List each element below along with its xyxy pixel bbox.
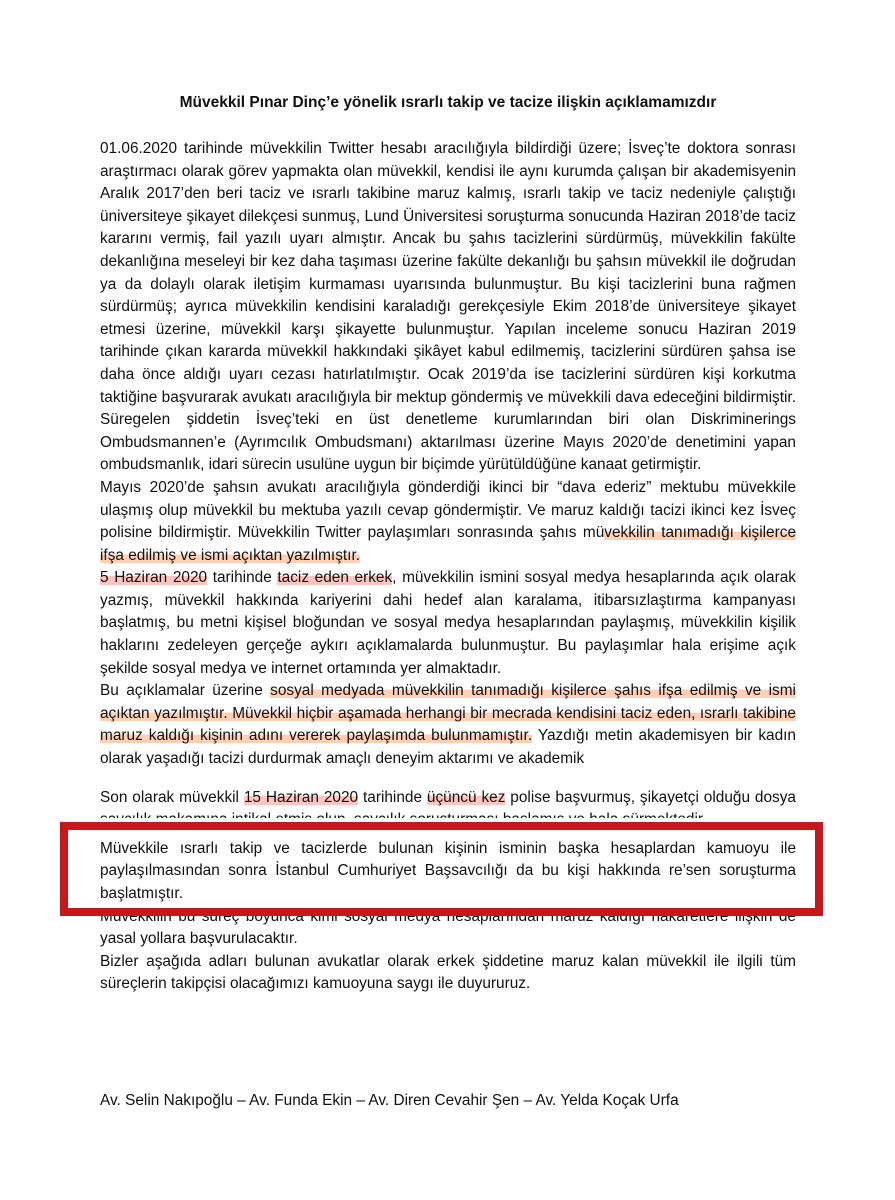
highlight-red-perpetrator: taciz eden erkek bbox=[277, 569, 393, 587]
paragraph-3 bbox=[100, 567, 796, 680]
paragraph-4-text-2: Yazdığı metin akademisyen bir kadın olarak yaşadığı tacizi durdurmak amaçlı deneyim aktarımı ve akademik bbox=[100, 727, 796, 768]
paragraph-1: 01.06.2020 tarihinde müvekkilin Twitter hesabı aracılığıyla bildirdiği üzere; İsveç’te doktora sonrası araştırmacı olarak görev yapmakta olan müvekkil, kendisi ile aynı kurumda çalışan bir akademisyenin Aralık 2017’den beri taciz ve ısrarlı takibine maruz kalmış, ısrarlı takip ve taciz nedeniyle çalıştığı üniversiteye şikayet dilekçesi sunmuş, Lund Üniversitesi soruşturma sonucunda Haziran 2018’de taciz kararını vermiş, fail yazılı uyarı almıştır. Ancak bu şahıs tacizlerini sürdürmüş, müvekkilin fakülte dekanlığına meseleyi bir kez daha taşıması üzerine fakülte dekanlığı bu şahsın müvekkil ile doğrudan ya da dolaylı olarak iletişim kurmaması uyarısında bulunmuştur. Bu kişi tacizlerini buna rağmen sürdürmüş; ayrıca müvekkilin kendisini karaladığı gerekçesiyle Ekim 2018’de üniversiteye şikayet etmesi üzerine, müvekkil karşı şikayette bulunmuştur. Yapılan inceleme sonucu Haziran 2019 tarihinde çıkan kararda müvekkil hakkındaki şikâyet kabul edilmemiş, tacizlerini sürdüren şahsa ise daha önce aldığı uyarı cezası hatırlatılmıştır. Ocak 2019’da ise tacizlerini sürdüren kişi korkutma taktiğine başvurarak avukatı aracılığıyla bir mektup göndermiş ve müvekkili dava edeceğini bildirmiştir. Süregelen şiddetin İsveç’teki en üst denetleme kurumlarından biri olan Diskriminerings Ombudsmannen’e (Ayrımcılık Ombudsmanı) aktarılması üzerine Mayıs 2020’de denetimini yapan ombudsmanlık, idari sürecin usulüne uygun bir biçimde yürütüldüğüne kanaat getirmiştir. bbox=[100, 140, 796, 474]
paragraph-3-text-1: tarihinde bbox=[207, 569, 278, 587]
signature-line: Av. Selin Nakıpoğlu – Av. Funda Ekin – Av. Diren Cevahir Şen – Av. Yelda Koçak Urfa bbox=[100, 1092, 679, 1109]
paragraph-4 bbox=[100, 680, 796, 770]
highlight-orange: vekkilin tanımadığı kişilerce ifşa edilmiş ve ismi açıktan yazılmıştır. bbox=[100, 524, 796, 564]
highlight-orange-exposure: sosyal medyada müvekkilin tanımadığı kişilerce şahıs ifşa edilmiş ve ismi açıktan yazılmıştır. Müvekkil hiçbir aşamada herhangi bir mecrada kendisini taciz eden, ısrarlı takibine maruz kaldığı kişinin adını vererek paylaşımda bulunmamıştır. bbox=[100, 682, 796, 745]
highlight-red-third-time: üçüncü kez bbox=[426, 788, 506, 806]
paragraph-3-text-2: , müvekkilin ismini sosyal medya hesaplarında açık olarak yazmış, müvekkil hakkında kariyerini dahi hedef alan karalama, itibarsızlaştırma kampanyası başlatmış, bu metni kişisel bloğundan ve sosyal medya hesaplarından paylaşmış, müvekkilin kişilik haklarını zedeleyen gerçeğe aykırı açıklamalarda bulunmuştur. Bu paylaşımlar hala erişime açık şekilde sosyal medya ve internet ortamında yer almaktadır. bbox=[100, 569, 796, 677]
cropped-line-mask bbox=[100, 818, 800, 830]
paragraph-6: Müvekkile ısrarlı takip ve tacizlerde bulunan kişinin isminin başka hesaplardan kamuoyu ile paylaşılmasından sonra İstanbul Cumhuriyet Başsavcılığı da bu kişi hakkında re’sen soruşturma başlatmıştır. bbox=[100, 839, 796, 902]
highlight-red-date: 5 Haziran 2020 bbox=[100, 569, 208, 587]
document-title: Müvekkil Pınar Dinç’e yönelik ısrarlı takip ve tacize ilişkin açıklamamızdır bbox=[179, 94, 717, 111]
paragraph-2-text: Mayıs 2020’de şahsın avukatı aracılığıyla gönderdiği ikinci bir “dava ederiz” mektubu müvekkile ulaşmış olup müvekkil bu mektuba yazılı cevap göndermiştir. Ve maruz kaldığı tacizi ikinci kez İsveç polisine bildirmiştir. Müvekkilin Twitter paylaşımları sonrasında şahıs mü bbox=[100, 478, 796, 542]
document-body bbox=[100, 138, 796, 996]
paragraph-5-text-3: polise başvurmuş, şikayetçi olduğu dosya bbox=[510, 788, 796, 806]
paragraph-7: Müvekkilin bu süreç boyunca kimi sosyal medya hesaplarından maruz kaldığı hakaretlere ilişkin de yasal yollara başvurulacaktır. bbox=[100, 907, 796, 948]
paragraph-8: Bizler aşağıda adları bulunan avukatlar olarak erkek şiddetine maruz kalan müvekkil ile ilgili tüm süreçlerin takipçisi olacağımızı kamuoyuna saygı ile duyururuz. bbox=[100, 952, 796, 993]
paragraph-4-text-1: Bu açıklamalar üzerine bbox=[100, 682, 271, 700]
paragraph-2 bbox=[100, 477, 796, 567]
highlight-red-date-2: 15 Haziran 2020 bbox=[243, 788, 359, 806]
paragraph-5-text-2: tarihinde bbox=[358, 788, 427, 806]
paragraph-5-text-1: Son olarak müvekkil bbox=[100, 788, 244, 806]
